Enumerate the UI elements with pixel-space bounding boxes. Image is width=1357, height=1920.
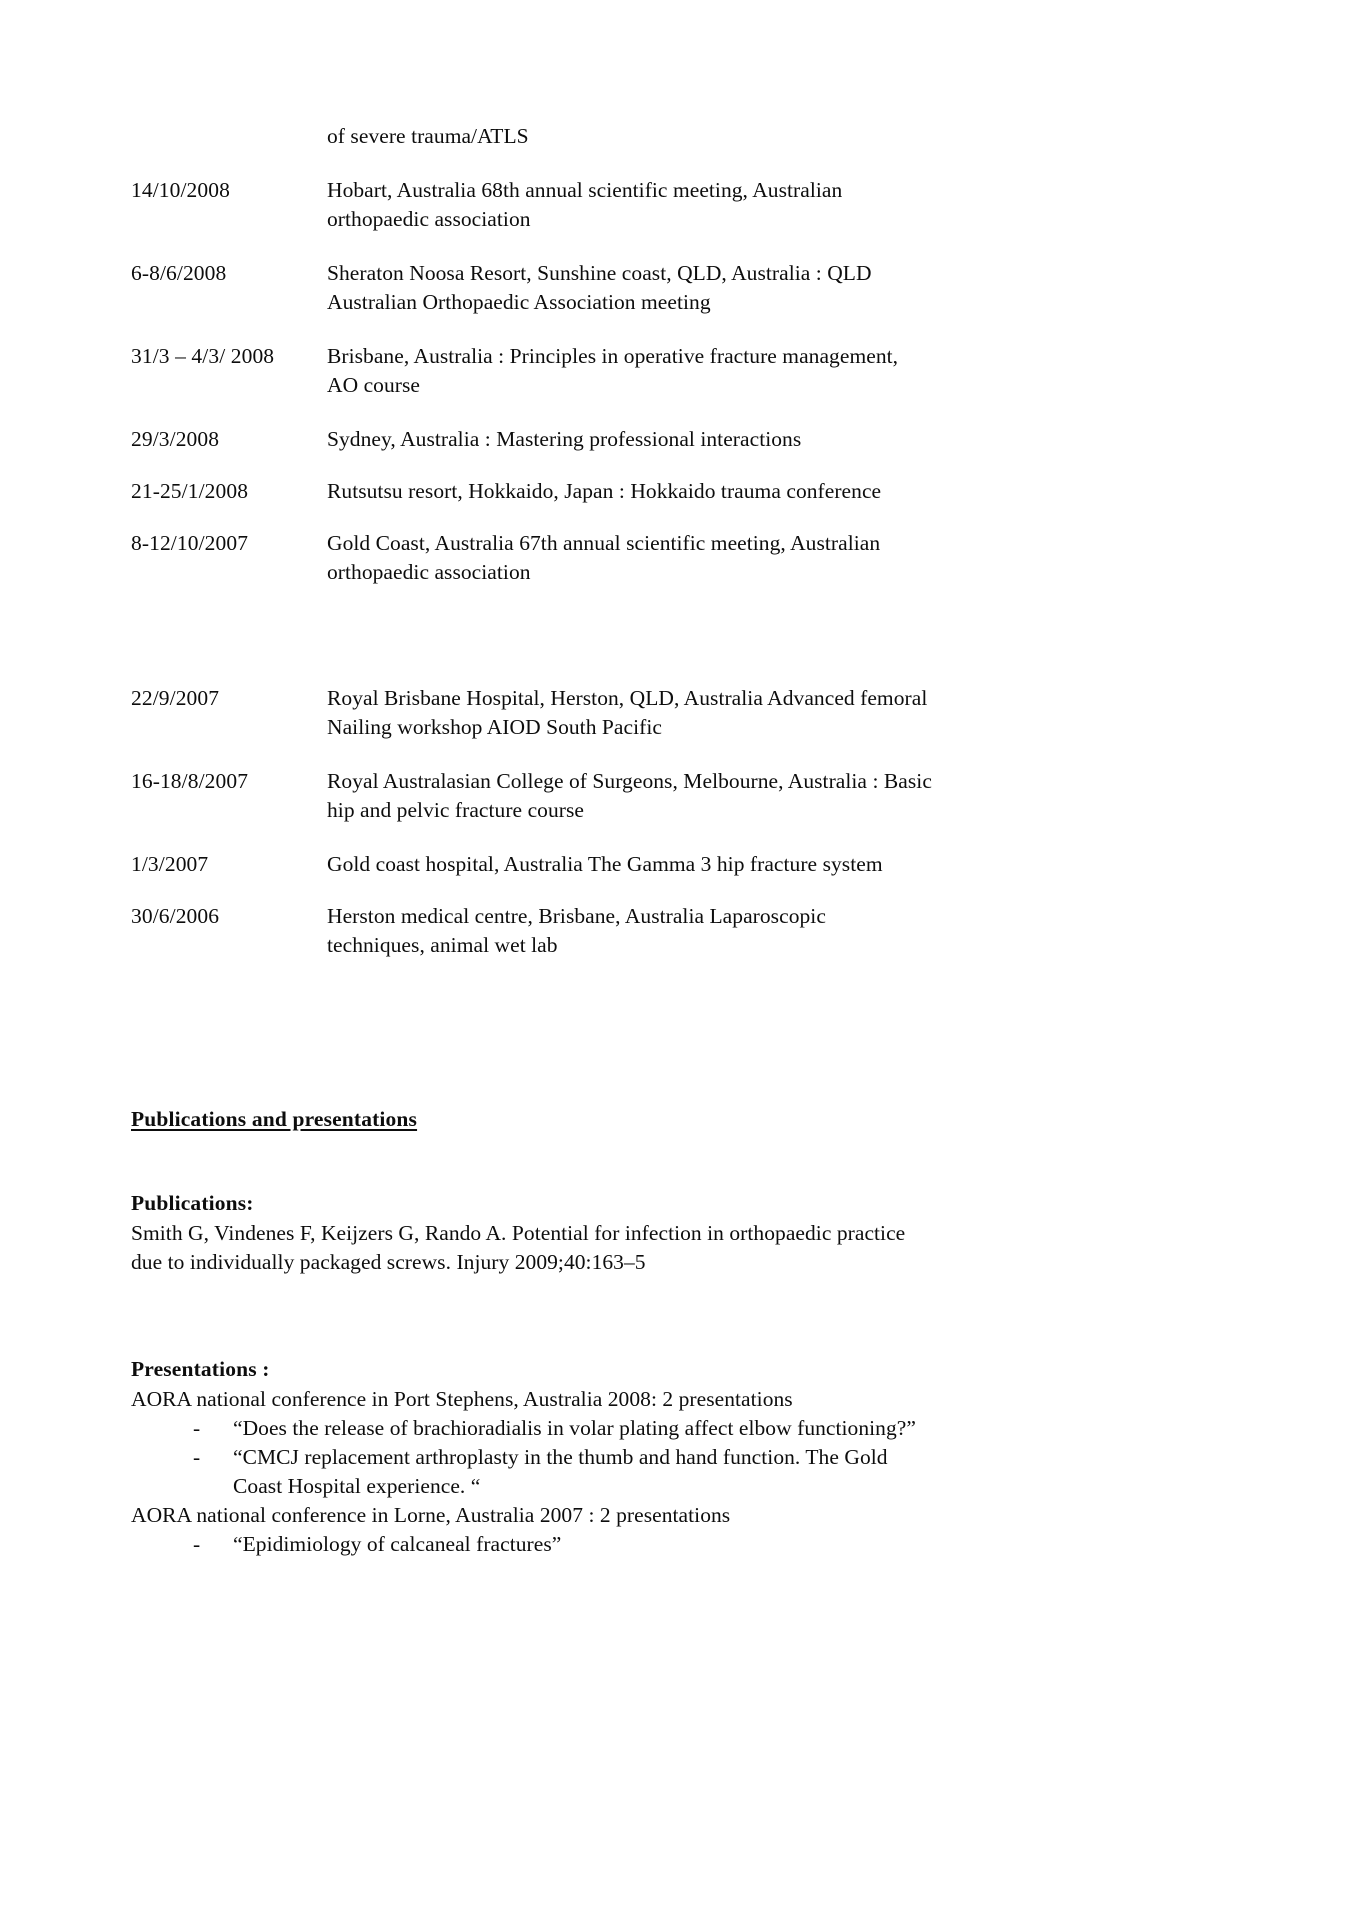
course-description — [327, 684, 1221, 742]
continued-entry-row — [131, 122, 1221, 151]
course-description — [327, 342, 1221, 400]
course-description-line2: orthopaedic association — [327, 207, 531, 231]
section-spacer — [131, 985, 1221, 1105]
course-description-line1: Hobart, Australia 68th annual scientific meeting, Australian — [327, 178, 843, 202]
bullet-dash-icon: - — [193, 1532, 201, 1556]
course-description — [327, 767, 1221, 825]
course-date: 14/10/2008 — [131, 178, 230, 202]
course-description-line2: techniques, animal wet lab — [327, 933, 558, 957]
course-description — [327, 259, 1221, 317]
course-description-line1: Sydney, Australia : Mastering professional interactions — [327, 427, 802, 451]
publication-citation-line1: Smith G, Vindenes F, Keijzers G, Rando A. Potential for infection in orthopaedic practice — [131, 1221, 906, 1245]
course-description-line1: Rutsutsu resort, Hokkaido, Japan : Hokkaido trauma conference — [327, 479, 882, 503]
course-description-line1: Sheraton Noosa Resort, Sunshine coast, QLD, Australia : QLD — [327, 261, 872, 285]
course-description-line2: Australian Orthopaedic Association meeting — [327, 290, 711, 314]
course-date: 21-25/1/2008 — [131, 479, 249, 503]
course-description-line1: Royal Australasian College of Surgeons, Melbourne, Australia : Basic — [327, 769, 932, 793]
course-description — [327, 425, 1221, 454]
course-date: 29/3/2008 — [131, 427, 220, 451]
presentations-label: Presentations : — [131, 1357, 270, 1381]
course-description-line1: Herston medical centre, Brisbane, Australia Laparoscopic — [327, 904, 826, 928]
page-content — [131, 122, 1221, 1559]
page-title: Publications and presentations — [131, 1107, 418, 1131]
course-row — [131, 684, 1221, 742]
course-date: 31/3 – 4/3/ 2008 — [131, 344, 275, 368]
course-row — [131, 259, 1221, 317]
presentation-item-line2: Coast Hospital experience. “ — [233, 1474, 481, 1498]
course-row — [131, 902, 1221, 960]
publications-label: Publications: — [131, 1191, 254, 1215]
course-date: 6-8/6/2008 — [131, 261, 227, 285]
presentation-item-line1: “Does the release of brachioradialis in volar plating affect elbow functioning?” — [233, 1416, 916, 1440]
course-row — [131, 176, 1221, 234]
course-row — [131, 850, 1221, 879]
presentation-conference-2: AORA national conference in Lorne, Australia 2007 : 2 presentations — [131, 1503, 731, 1527]
course-description — [327, 477, 1221, 506]
publication-citation-line2: due to individually packaged screws. Injury 2009;40:163–5 — [131, 1250, 646, 1274]
course-description — [327, 176, 1221, 234]
presentation-item-text — [233, 1530, 1103, 1559]
course-description — [327, 902, 1221, 960]
course-description-line2: hip and pelvic fracture course — [327, 798, 584, 822]
course-date: 30/6/2006 — [131, 904, 220, 928]
bullet-dash-icon: - — [193, 1416, 201, 1440]
course-description-line1: Brisbane, Australia : Principles in operative fracture management, — [327, 344, 899, 368]
heading-spacer — [131, 1133, 1221, 1189]
presentation-conference-1: AORA national conference in Port Stephens, Australia 2008: 2 presentations — [131, 1387, 793, 1411]
course-row — [131, 342, 1221, 400]
course-description-line2: Nailing workshop AIOD South Pacific — [327, 715, 662, 739]
section-spacer — [131, 612, 1221, 684]
course-description — [327, 850, 1221, 879]
course-row — [131, 529, 1221, 587]
presentation-item-line1: “CMCJ replacement arthroplasty in the thumb and hand function. The Gold — [233, 1445, 888, 1469]
presentation-item-line1: “Epidimiology of calcaneal fractures” — [233, 1532, 562, 1556]
course-description-line2: AO course — [327, 373, 420, 397]
course-row — [131, 767, 1221, 825]
course-date: 8-12/10/2007 — [131, 531, 249, 555]
continued-entry-text: of severe trauma/ATLS — [327, 124, 529, 148]
presentation-item — [131, 1443, 1221, 1501]
presentation-item — [131, 1414, 1221, 1443]
course-description — [327, 529, 1221, 587]
course-description-line2: orthopaedic association — [327, 560, 531, 584]
presentations-spacer — [131, 1277, 1221, 1355]
course-description-line1: Gold coast hospital, Australia The Gamma 3 hip fracture system — [327, 852, 883, 876]
presentation-item — [131, 1530, 1221, 1559]
course-date: 22/9/2007 — [131, 686, 220, 710]
course-row — [131, 425, 1221, 454]
course-date: 1/3/2007 — [131, 852, 209, 876]
bullet-dash-icon: - — [193, 1445, 201, 1469]
presentation-item-text — [233, 1414, 1103, 1443]
course-date: 16-18/8/2007 — [131, 769, 249, 793]
course-row — [131, 477, 1221, 506]
course-description-line1: Royal Brisbane Hospital, Herston, QLD, Australia Advanced femoral — [327, 686, 928, 710]
course-description-line1: Gold Coast, Australia 67th annual scientific meeting, Australian — [327, 531, 881, 555]
presentation-item-text — [233, 1443, 1103, 1501]
